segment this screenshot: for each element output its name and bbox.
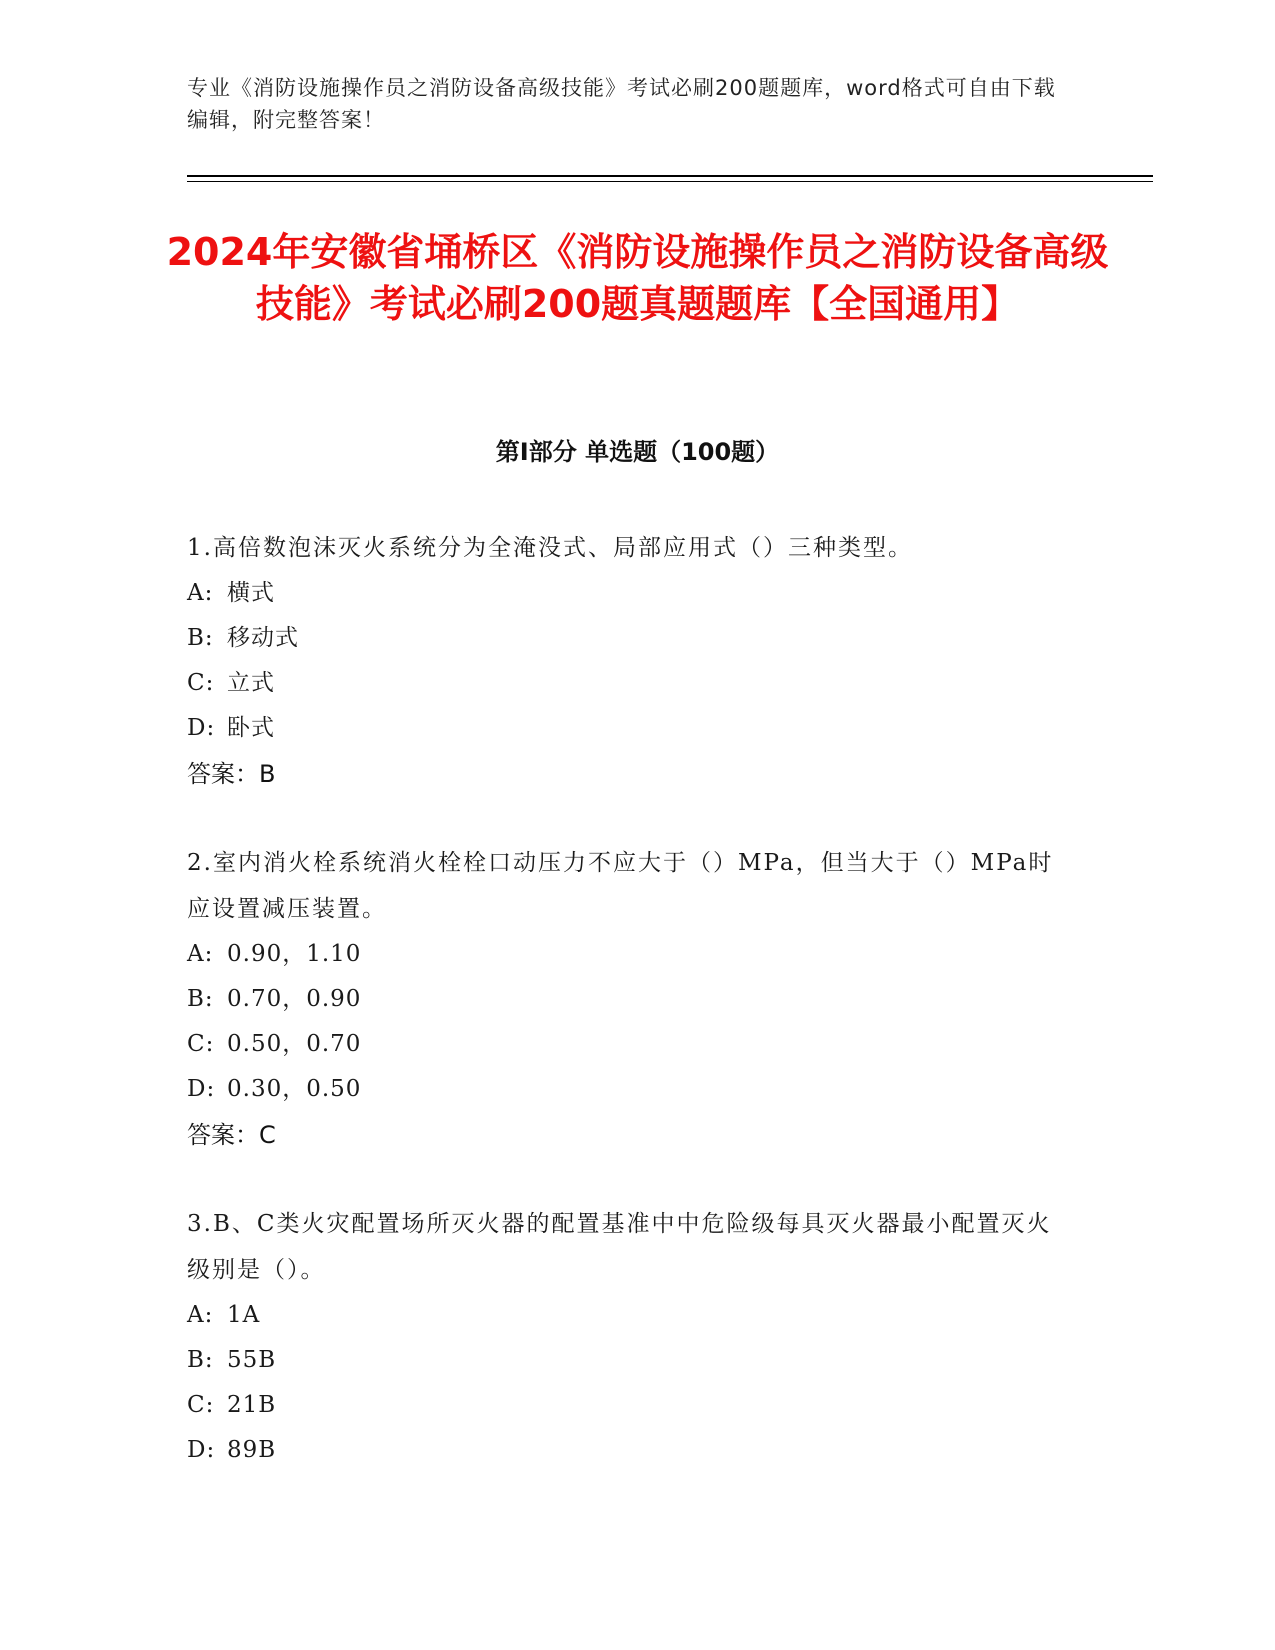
option-b bbox=[187, 616, 1067, 661]
document-title: 2024年安徽省埇桥区《消防设施操作员之消防设备高级技能》考试必刷200题真题题库【全国通用】 bbox=[166, 230, 1109, 326]
option-label: C: bbox=[187, 1392, 215, 1418]
option-b bbox=[187, 977, 1067, 1022]
answer-line: 答案：B bbox=[187, 760, 276, 788]
answer-line: 答案：C bbox=[187, 1121, 276, 1149]
option-label: B: bbox=[187, 1347, 214, 1373]
option-text: 移动式 bbox=[227, 625, 299, 651]
header-divider-thin bbox=[187, 181, 1153, 182]
option-text: 横式 bbox=[227, 580, 275, 606]
option-text: 55B bbox=[227, 1347, 277, 1373]
option-c bbox=[187, 661, 1067, 706]
question-3 bbox=[187, 1201, 1067, 1473]
option-c bbox=[187, 1383, 1067, 1428]
option-d bbox=[187, 706, 1067, 751]
section-heading: 第I部分 单选题（100题） bbox=[495, 438, 780, 466]
option-label: A: bbox=[187, 580, 214, 606]
question-text: 1.高倍数泡沫灭火系统分为全淹没式、局部应用式（）三种类型。 bbox=[187, 535, 913, 561]
option-label: D: bbox=[187, 1437, 216, 1463]
option-a bbox=[187, 932, 1067, 977]
option-label: C: bbox=[187, 670, 215, 696]
option-label: D: bbox=[187, 1076, 216, 1102]
option-text: 卧式 bbox=[227, 715, 275, 741]
document-intro: 专业《消防设施操作员之消防设备高级技能》考试必刷200题题库，word格式可自由下载编辑，附完整答案！ bbox=[187, 76, 1056, 132]
option-text: 立式 bbox=[227, 670, 275, 696]
option-a bbox=[187, 1293, 1067, 1338]
option-b bbox=[187, 1338, 1067, 1383]
question-text: 2.室内消火栓系统消火栓栓口动压力不应大于（）MPa，但当大于（）MPa时应设置减压装置。 bbox=[187, 850, 1054, 922]
option-a bbox=[187, 571, 1067, 616]
option-label: C: bbox=[187, 1031, 215, 1057]
option-label: A: bbox=[187, 941, 214, 967]
option-text: 1A bbox=[227, 1302, 261, 1328]
header-divider-thick bbox=[187, 175, 1153, 177]
option-label: B: bbox=[187, 986, 214, 1012]
option-d bbox=[187, 1428, 1067, 1473]
option-text: 89B bbox=[227, 1437, 277, 1463]
option-c bbox=[187, 1022, 1067, 1067]
question-2 bbox=[187, 840, 1067, 1158]
question-1 bbox=[187, 525, 1067, 797]
option-d bbox=[187, 1067, 1067, 1112]
option-text: 0.70，0.90 bbox=[227, 986, 362, 1012]
option-text: 0.50，0.70 bbox=[227, 1031, 362, 1057]
option-label: D: bbox=[187, 715, 216, 741]
option-label: B: bbox=[187, 625, 214, 651]
question-text: 3.B、C类火灾配置场所灭火器的配置基准中中危险级每具灭火器最小配置灭火级别是（）。 bbox=[187, 1211, 1052, 1283]
option-label: A: bbox=[187, 1302, 214, 1328]
option-text: 0.90，1.10 bbox=[227, 941, 362, 967]
option-text: 0.30，0.50 bbox=[227, 1076, 362, 1102]
option-text: 21B bbox=[227, 1392, 277, 1418]
question-list bbox=[187, 525, 1067, 1516]
